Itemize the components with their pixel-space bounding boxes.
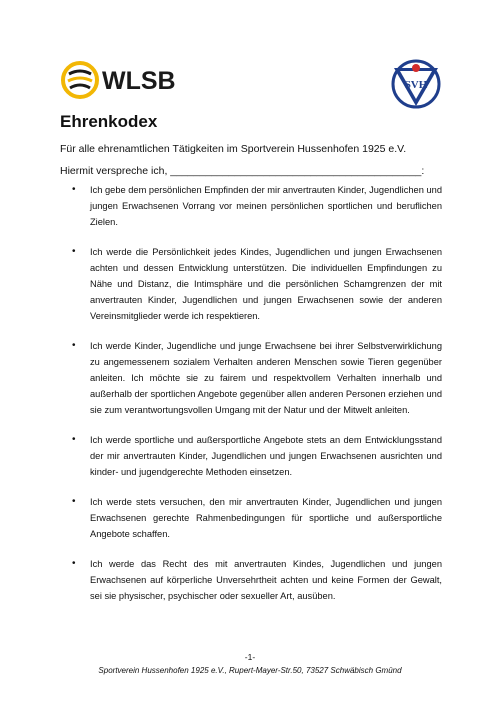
footer-address: Sportverein Hussenhofen 1925 e.V., Rupert-Mayer-Str.50, 73527 Schwäbisch Gmünd — [98, 666, 402, 675]
list-item-text: Ich werde Kinder, Jugendliche und junge Erwachsene bei ihrer Selbstverwirklichung zu angemessenem sozialem Verhalten anderen Menschen sowie Tieren gegenüber anleiten. Ich möchte sie zu fairem und respektvollem Verhalten innerhalb und außerhalb der sportlichen Angebote gegenüber allen anderen Personen erziehen und sie zum verantwortungsvollen Umgang mit der Natur und der Mitwelt anleiten. — [90, 341, 442, 415]
club-emblem — [390, 58, 442, 110]
bullet-icon: • — [72, 340, 76, 351]
bullet-icon: • — [72, 496, 76, 507]
bullet-icon: • — [72, 434, 76, 445]
list-item-text: Ich werde das Recht des mit anvertrauten Kindes, Jugendlichen und jungen Erwachsenen auf körperliche Unversehrtheit achten und keine Formen der Gewalt, sei sie physischer, psychischer oder sexueller Art, ausüben. — [90, 559, 442, 601]
list-item-text: Ich werde stets versuchen, den mir anvertrauten Kinder, Jugendlichen und jungen Erwachsenen gerechte Rahmenbedingungen für sportliche und außersportliche Angebote schaffen. — [90, 497, 442, 539]
list-item-text: Ich werde die Persönlichkeit jedes Kindes, Jugendlichen und jungen Erwachsenen achten und dessen Entwicklung unterstützen. Die individuellen Empfindungen zu Nähe und Distanz, die Intimsphäre und die persönlichen Schamgrenzen der mit anvertrauten Kinder, Jugendlichen und jungen Erwachsenen sowie der anderen Vereinsmitglieder werde ich respektieren. — [90, 247, 442, 321]
pledge-line: Hiermit verspreche ich, ___________________________________________: — [60, 165, 425, 177]
list-item-text: Ich gebe dem persönlichen Empfinden der mir anvertrauten Kinder, Jugendlichen und jungen Erwachsenen Vorrang vor meinen persönlichen sportlichen und beruflichen Zielen. — [90, 185, 442, 227]
bullet-icon: • — [72, 558, 76, 569]
list-item-text: Ich werde sportliche und außersportliche Angebote stets an dem Entwicklungsstand der mir anvertrauten Kinder, Jugendlichen und jungen Erwachsenen ausrichten und kinder- und jugendgerechte Methoden einsetzen. — [90, 435, 442, 477]
list-item — [72, 432, 442, 480]
page-title: Ehrenkodex — [60, 112, 158, 131]
wlsb-swirl-icon — [63, 63, 97, 97]
wlsb-logo — [60, 60, 200, 100]
list-item — [72, 338, 442, 418]
bullet-list — [72, 182, 442, 618]
intro-text: Für alle ehrenamtlichen Tätigkeiten im Sportverein Hussenhofen 1925 e.V. — [60, 143, 407, 155]
list-item — [72, 244, 442, 324]
list-item — [72, 556, 442, 604]
club-emblem-text: SVH — [404, 79, 428, 91]
bullet-icon: • — [72, 246, 76, 257]
wlsb-logo-text: WLSB — [102, 67, 176, 95]
list-item — [72, 494, 442, 542]
page-number: -1- — [244, 652, 256, 662]
list-item — [72, 182, 442, 230]
bullet-icon: • — [72, 184, 76, 195]
